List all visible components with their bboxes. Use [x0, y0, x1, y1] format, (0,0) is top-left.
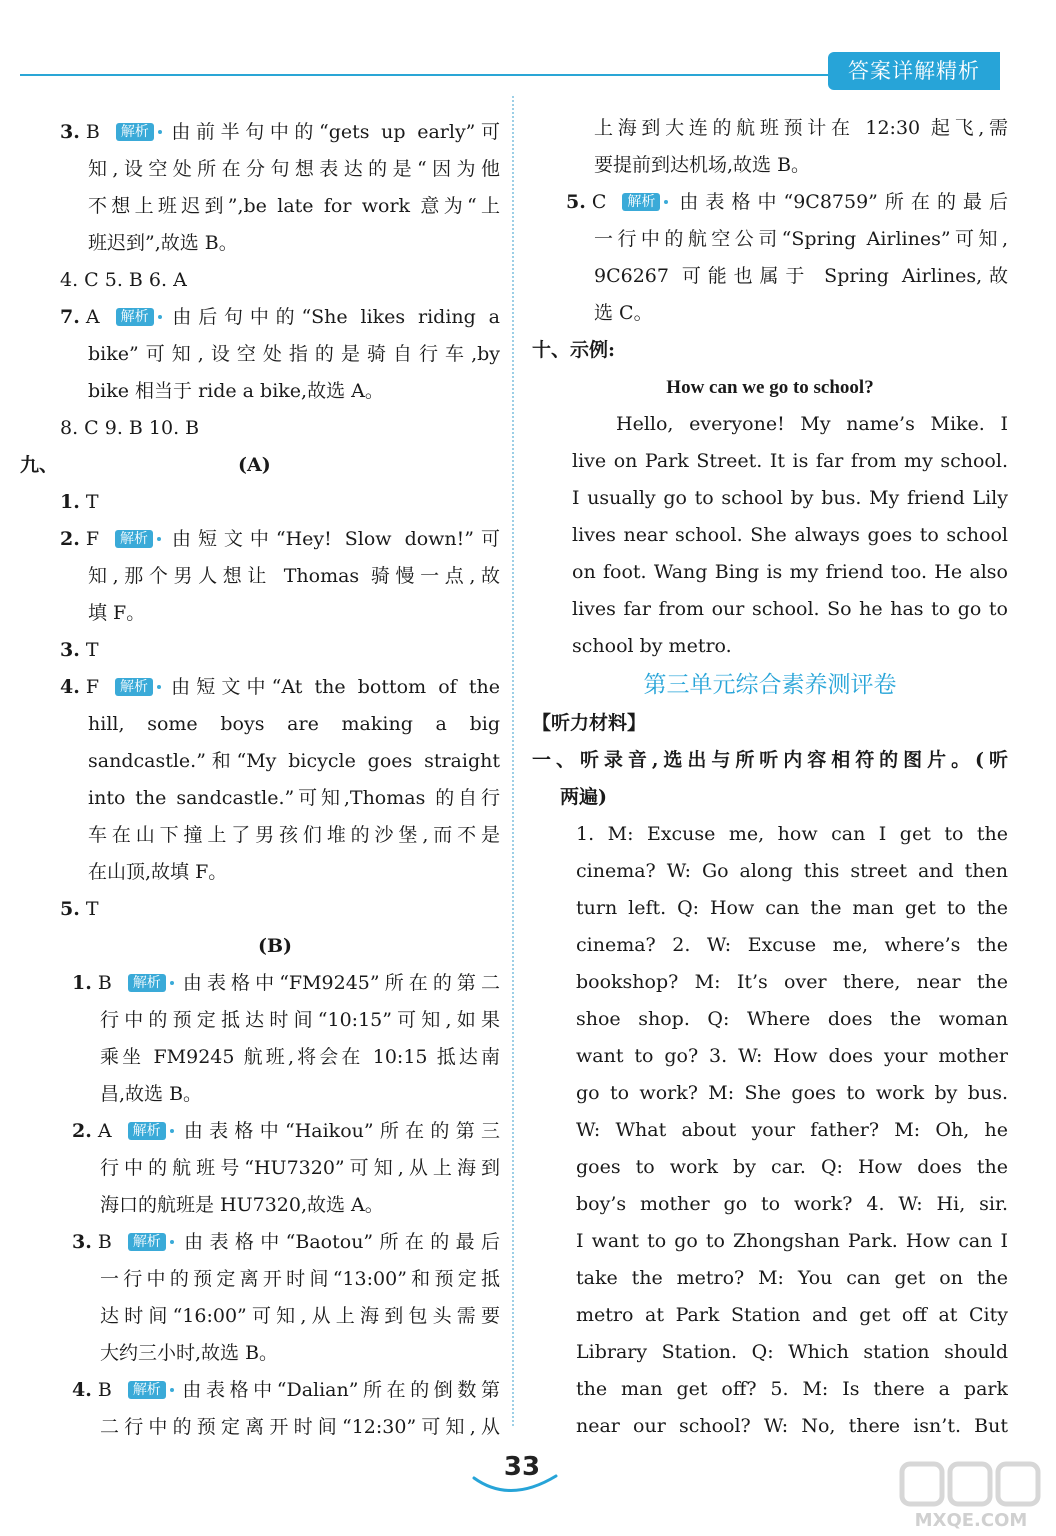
- explanation-line: 班迟到”,故选 B。: [88, 232, 238, 254]
- explanation-line: 达时间“16:00”可知,从上海到包头需要: [100, 1305, 500, 1327]
- transcript-line: bookshop? M: It’s over there, near the: [576, 971, 1008, 993]
- essay-line: on foot. Wang Bing is my friend too. He also: [572, 561, 1008, 583]
- part-1-instruction: [532, 742, 1008, 816]
- transcript-line: cinema? 2. W: Excuse me, where’s the: [576, 934, 1008, 956]
- analysis-badge: 解析: [128, 1233, 166, 1251]
- explanation-line: 由短文中“Hey! Slow down!”可: [165, 528, 500, 550]
- badge-dot: [157, 685, 161, 689]
- analysis-badge: 解析: [116, 123, 154, 141]
- explanation-line: 选 C。: [594, 302, 653, 324]
- explanation-line: 不想上班迟到”,be late for work 意为“上: [88, 195, 500, 217]
- page-number: 33: [503, 1452, 541, 1482]
- item-number: 3.: [72, 1231, 92, 1253]
- explanation-line: 乘坐 FM9245 航班,将会在 10:15 抵达南: [100, 1046, 500, 1068]
- transcript-line: near our school? W: No, there isn’t. But: [576, 1415, 1008, 1437]
- explanation-line: 在山顶,故填 F。: [88, 861, 228, 883]
- explanation-line: 由后句中的“She likes riding a: [165, 306, 500, 328]
- transcript-line: the man get off? 5. M: Is there a park: [576, 1378, 1008, 1400]
- answer-item: [20, 484, 500, 521]
- explanation-line: 一行中的航空公司“Spring Airlines”可知,: [594, 228, 1008, 250]
- part-b-heading: [20, 928, 500, 965]
- analysis-badge: 解析: [128, 974, 166, 992]
- page-number-swoosh: [470, 1470, 560, 1500]
- answer-item: [20, 299, 500, 410]
- transcript-line: go to work? M: She goes to work by bus.: [576, 1082, 1008, 1104]
- item-answer: T: [85, 898, 99, 920]
- answer-item: [20, 891, 500, 928]
- answer-row: 4. C 5. B 6. A: [60, 269, 187, 291]
- item-answer: T: [85, 491, 99, 513]
- item-number: 1.: [60, 491, 80, 513]
- explanation-line: 海口的航班是 HU7320,故选 A。: [100, 1194, 384, 1216]
- essay-line: school by metro.: [572, 635, 732, 657]
- item-number: 3.: [60, 121, 80, 143]
- item-answer: A: [97, 1120, 112, 1142]
- unit-title: 第三单元综合素养测评卷: [643, 672, 897, 698]
- transcript-line: I want to go to Zhongshan Park. How can I: [576, 1230, 1008, 1252]
- item-answer: F: [85, 528, 100, 550]
- item-answer: B: [85, 121, 100, 143]
- essay-line: I usually go to school by bus. My friend Lily: [572, 487, 1008, 509]
- part-a-label: (A): [238, 454, 271, 476]
- transcript-line: goes to work by car. Q: How does the: [576, 1156, 1008, 1178]
- answer-item: [20, 1372, 500, 1446]
- explanation-line: 由表格中“9C8759”所在的最后: [672, 191, 1008, 213]
- answer-item: [20, 965, 500, 1113]
- explanation-line: bike 相当于 ride a bike,故选 A。: [88, 380, 384, 402]
- item-answer: C: [591, 191, 607, 213]
- analysis-badge: 解析: [128, 1381, 166, 1399]
- item-answer: B: [97, 1231, 112, 1253]
- listening-label: 【听力材料】: [532, 712, 647, 734]
- essay-title: How can we go to school?: [666, 377, 874, 398]
- left-column: [20, 114, 500, 1446]
- explanation-line: 由表格中“FM9245”所在的第二: [177, 972, 500, 994]
- badge-dot: [157, 537, 161, 541]
- transcript-line: W: What about your father? M: Oh, he: [576, 1119, 1008, 1141]
- item-answer: F: [85, 676, 100, 698]
- item-number: 2.: [72, 1120, 92, 1142]
- item-answer: T: [85, 639, 99, 661]
- transcript-line: 1. M: Excuse me, how can I get to the: [576, 823, 1008, 845]
- explanation-line: 一行中的预定离开时间“13:00”和预定抵: [100, 1268, 500, 1290]
- column-divider: [512, 96, 514, 1426]
- part-b-label: (B): [258, 935, 293, 957]
- transcript-line: shoe shop. Q: Where does the woman: [576, 1008, 1008, 1030]
- section-9-heading: [20, 447, 500, 484]
- answer-item: [20, 1224, 500, 1372]
- item-answer: A: [85, 306, 100, 328]
- badge-dot: [158, 130, 162, 134]
- sample-essay: [532, 406, 1008, 665]
- explanation-line: 由表格中“Baotou”所在的最后: [177, 1231, 500, 1253]
- explanation-line: bike”可知,设空处指的是骑自行车,by: [88, 343, 500, 365]
- explanation-line: 行中的航班号“HU7320”可知,从上海到: [100, 1157, 500, 1179]
- explanation-line: hill, some boys are making a big: [88, 713, 500, 735]
- analysis-badge: 解析: [622, 193, 660, 211]
- explanation-line: 要提前到达机场,故选 B。: [594, 154, 811, 176]
- explanation-line: 知,设空处所在分句想表达的是“因为他: [88, 158, 500, 180]
- explanation-line: into the sandcastle.”可知,Thomas 的自行: [88, 787, 500, 809]
- item-number: 3.: [60, 639, 80, 661]
- explanation-line: 由表格中“Dalian”所在的倒数第: [177, 1379, 500, 1401]
- explanation-line: 上海到大连的航班预计在 12:30 起飞,需: [594, 117, 1008, 139]
- transcript-line: boy’s mother go to work? 4. W: Hi, sir.: [576, 1193, 1008, 1215]
- essay-line: live on Park Street. It is far from my school.: [572, 450, 1008, 472]
- badge-dot: [170, 1240, 174, 1244]
- analysis-badge: 解析: [115, 530, 153, 548]
- section-10-heading: 十、示例:: [532, 339, 616, 361]
- transcript-line: cinema? W: Go along this street and then: [576, 860, 1008, 882]
- explanation-line: 由前半句中的“gets up early”可: [165, 121, 500, 143]
- explanation-line: 知,那个男人想让 Thomas 骑慢一点,故: [88, 565, 500, 587]
- analysis-badge: 解析: [116, 308, 154, 326]
- badge-dot: [170, 981, 174, 985]
- answer-item: [20, 521, 500, 632]
- answer-item: [20, 114, 500, 262]
- item-number: 1.: [72, 972, 92, 994]
- answer-item-continued: [532, 110, 1008, 184]
- section-label: 九、: [20, 454, 59, 476]
- badge-dot: [158, 315, 162, 319]
- transcript-line: want to go? 3. W: How does your mother: [576, 1045, 1008, 1067]
- instruction-line: 两遍): [560, 786, 607, 808]
- explanation-line: 行中的预定抵达时间“10:15”可知,如果: [100, 1009, 500, 1031]
- item-number: 5.: [60, 898, 80, 920]
- analysis-badge: 解析: [115, 678, 153, 696]
- watermark-logo: [896, 1460, 1046, 1532]
- explanation-line: 二行中的预定离开时间“12:30”可知,从: [100, 1416, 500, 1438]
- explanation-line: 车在山下撞上了男孩们堆的沙堡,而不是: [88, 824, 500, 846]
- badge-dot: [664, 200, 668, 204]
- transcript-line: turn left. Q: How can the man get to the: [576, 897, 1008, 919]
- explanation-line: 大约三小时,故选 B。: [100, 1342, 279, 1364]
- essay-line: Hello, everyone! My name’s Mike. I: [616, 413, 1008, 435]
- essay-line: lives near school. She always goes to school: [572, 524, 1008, 546]
- item-number: 2.: [60, 528, 80, 550]
- explanation-line: 昌,故选 B。: [100, 1083, 203, 1105]
- analysis-badge: 解析: [128, 1122, 166, 1140]
- explanation-line: 填 F。: [88, 602, 146, 624]
- listening-transcript: [532, 816, 1008, 1445]
- answer-item: [20, 632, 500, 669]
- item-number: 5.: [566, 191, 586, 213]
- answer-item: [20, 1113, 500, 1224]
- transcript-line: Library Station. Q: Which station should: [576, 1341, 1008, 1363]
- essay-line: lives far from our school. So he has to go to: [572, 598, 1008, 620]
- instruction-line: 一、听录音,选出与所听内容相符的图片。(听: [532, 749, 1008, 771]
- header-tab: 答案详解精析: [828, 52, 1000, 90]
- badge-dot: [170, 1129, 174, 1133]
- header-rule: [20, 74, 840, 76]
- item-number: 7.: [60, 306, 80, 328]
- item-number: 4.: [72, 1379, 92, 1401]
- badge-dot: [170, 1388, 174, 1392]
- item-number: 4.: [60, 676, 80, 698]
- transcript-line: metro at Park Station and get off at City: [576, 1304, 1008, 1326]
- answer-item: [20, 669, 500, 891]
- explanation-line: 由表格中“Haikou”所在的第三: [177, 1120, 500, 1142]
- explanation-line: 9C6267 可能也属于 Spring Airlines,故: [594, 265, 1008, 287]
- item-answer: B: [97, 1379, 112, 1401]
- item-answer: B: [97, 972, 112, 994]
- explanation-line: 由短文中“At the bottom of the: [165, 676, 500, 698]
- transcript-line: take the metro? M: You can get on the: [576, 1267, 1008, 1289]
- answer-row: 8. C 9. B 10. B: [60, 417, 200, 439]
- explanation-line: sandcastle.”和“My bicycle goes straight: [88, 750, 500, 772]
- right-column: [532, 110, 1008, 1445]
- answer-item: [532, 184, 1008, 332]
- watermark-text: MXQE.COM: [914, 1510, 1028, 1531]
